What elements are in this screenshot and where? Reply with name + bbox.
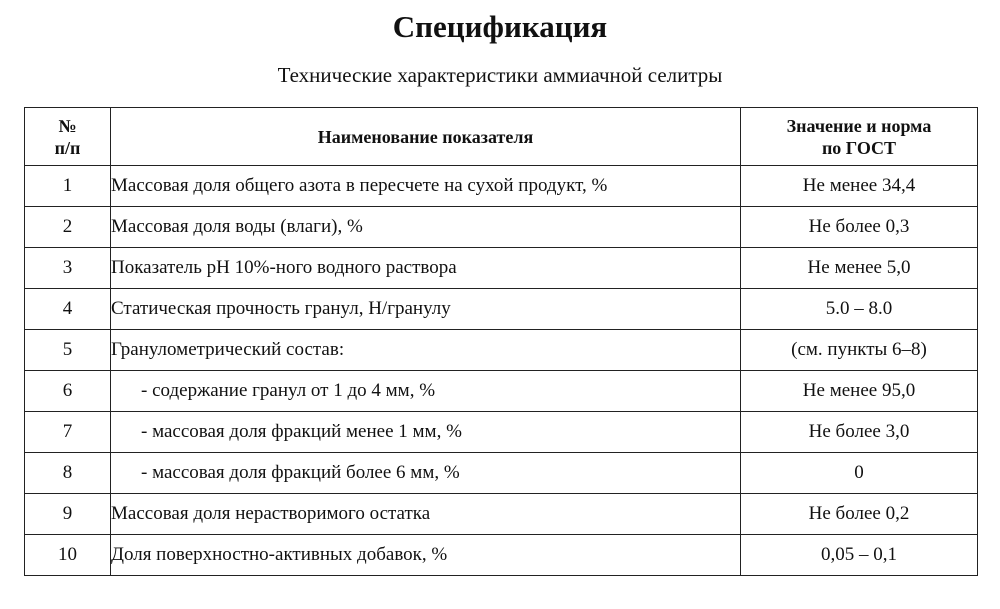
page-title: Спецификация (392, 9, 608, 44)
row-indicator: - содержание гранул от 1 до 4 мм, % (111, 371, 741, 412)
table-row (25, 494, 978, 535)
row-value: 0 (741, 453, 978, 494)
row-value: Не менее 34,4 (741, 166, 978, 207)
row-indicator: Массовая доля общего азота в пересчете на сухой продукт, % (111, 166, 741, 207)
row-number: 3 (25, 248, 111, 289)
row-value: Не более 3,0 (741, 412, 978, 453)
table-row (25, 289, 978, 330)
row-number: 10 (25, 535, 111, 576)
row-indicator: Гранулометрический состав: (111, 330, 741, 371)
page-subtitle: Технические характеристики аммиачной селитры (277, 63, 723, 87)
header-value (741, 108, 978, 166)
row-indicator: Показатель pH 10%-ного водного раствора (111, 248, 741, 289)
header-row (25, 108, 978, 166)
row-indicator: Доля поверхностно-активных добавок, % (111, 535, 741, 576)
header-value-line2: по ГОСТ (821, 137, 897, 158)
table-row (25, 330, 978, 371)
table-row (25, 248, 978, 289)
row-number: 6 (25, 371, 111, 412)
header-number (25, 108, 111, 166)
table-row (25, 207, 978, 248)
row-value: 0,05 – 0,1 (741, 535, 978, 576)
header-number-line2: п/п (54, 137, 81, 158)
header-value-line1: Значение и норма (786, 115, 932, 136)
row-number: 9 (25, 494, 111, 535)
row-indicator: Массовая доля воды (влаги), % (111, 207, 741, 248)
row-number: 1 (25, 166, 111, 207)
table-row (25, 166, 978, 207)
row-number: 7 (25, 412, 111, 453)
row-value: (см. пункты 6–8) (741, 330, 978, 371)
row-value: Не более 0,2 (741, 494, 978, 535)
table-header (25, 108, 978, 166)
table-body (25, 166, 978, 576)
row-number: 4 (25, 289, 111, 330)
table-row (25, 412, 978, 453)
row-number: 8 (25, 453, 111, 494)
table-row (25, 535, 978, 576)
specification-table (24, 107, 978, 576)
row-indicator: Статическая прочность гранул, Н/гранулу (111, 289, 741, 330)
table-row (25, 371, 978, 412)
row-value: Не менее 95,0 (741, 371, 978, 412)
row-number: 2 (25, 207, 111, 248)
row-value: Не менее 5,0 (741, 248, 978, 289)
row-indicator: - массовая доля фракций менее 1 мм, % (111, 412, 741, 453)
row-indicator: Массовая доля нерастворимого остатка (111, 494, 741, 535)
row-value: 5.0 – 8.0 (741, 289, 978, 330)
row-number: 5 (25, 330, 111, 371)
row-indicator: - массовая доля фракций более 6 мм, % (111, 453, 741, 494)
row-value: Не более 0,3 (741, 207, 978, 248)
header-number-line1: № (58, 115, 77, 136)
table-row (25, 453, 978, 494)
header-name: Наименование показателя (111, 108, 741, 166)
